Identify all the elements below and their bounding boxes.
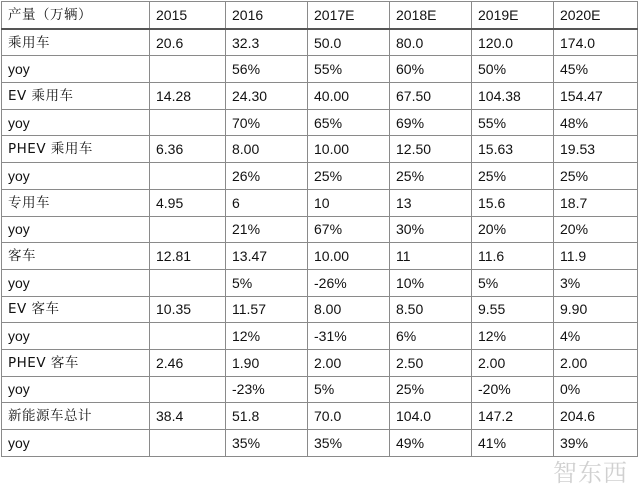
row-label-cell: 客车 bbox=[2, 243, 150, 270]
table-row-yoy bbox=[2, 323, 638, 350]
value-cell: 12.81 bbox=[150, 243, 226, 270]
value-cell: 10 bbox=[308, 189, 390, 216]
row-label-cell: EV 客车 bbox=[2, 296, 150, 323]
value-cell: -20% bbox=[472, 376, 554, 403]
table-row bbox=[2, 189, 638, 216]
value-cell: 20% bbox=[554, 216, 638, 243]
value-cell: 26% bbox=[226, 163, 308, 190]
value-cell: 67% bbox=[308, 216, 390, 243]
value-cell: 2.00 bbox=[472, 349, 554, 376]
value-cell: 12% bbox=[472, 323, 554, 350]
value-cell bbox=[150, 376, 226, 403]
value-cell bbox=[150, 430, 226, 457]
value-cell: 8.50 bbox=[390, 296, 472, 323]
value-cell: 104.38 bbox=[472, 83, 554, 110]
value-cell bbox=[150, 216, 226, 243]
value-cell: 35% bbox=[308, 430, 390, 457]
value-cell bbox=[150, 269, 226, 296]
value-cell: 18.7 bbox=[554, 189, 638, 216]
value-cell: 10.35 bbox=[150, 296, 226, 323]
value-cell: 20.6 bbox=[150, 29, 226, 56]
table-header-row bbox=[2, 2, 638, 29]
value-cell: 25% bbox=[554, 163, 638, 190]
table-row bbox=[2, 296, 638, 323]
value-cell: 14.28 bbox=[150, 83, 226, 110]
value-cell: 4.95 bbox=[150, 189, 226, 216]
value-cell: -26% bbox=[308, 269, 390, 296]
value-cell: 11.9 bbox=[554, 243, 638, 270]
value-cell: 55% bbox=[472, 109, 554, 136]
value-cell: 11 bbox=[390, 243, 472, 270]
value-cell: 24.30 bbox=[226, 83, 308, 110]
value-cell: 2.46 bbox=[150, 349, 226, 376]
row-label-cell: yoy bbox=[2, 430, 150, 457]
value-cell: 40.00 bbox=[308, 83, 390, 110]
row-label-cell: 乘用车 bbox=[2, 29, 150, 56]
value-cell: 174.0 bbox=[554, 29, 638, 56]
value-cell: 2.00 bbox=[308, 349, 390, 376]
value-cell: 5% bbox=[226, 269, 308, 296]
value-cell: 45% bbox=[554, 56, 638, 83]
header-cell-year: 2017E bbox=[308, 2, 390, 29]
value-cell: 35% bbox=[226, 430, 308, 457]
value-cell: 204.6 bbox=[554, 403, 638, 430]
header-cell-year: 2020E bbox=[554, 2, 638, 29]
value-cell: 30% bbox=[390, 216, 472, 243]
value-cell: 2.00 bbox=[554, 349, 638, 376]
value-cell: 5% bbox=[308, 376, 390, 403]
value-cell: 8.00 bbox=[308, 296, 390, 323]
row-label-cell: EV 乘用车 bbox=[2, 83, 150, 110]
value-cell: 104.0 bbox=[390, 403, 472, 430]
value-cell: 48% bbox=[554, 109, 638, 136]
row-label-cell: yoy bbox=[2, 269, 150, 296]
header-cell-year: 2015 bbox=[150, 2, 226, 29]
header-cell-year: 2016 bbox=[226, 2, 308, 29]
value-cell: 15.63 bbox=[472, 136, 554, 163]
value-cell: 10% bbox=[390, 269, 472, 296]
value-cell: 39% bbox=[554, 430, 638, 457]
value-cell: 11.57 bbox=[226, 296, 308, 323]
table-row-yoy bbox=[2, 163, 638, 190]
table-row bbox=[2, 136, 638, 163]
table-row bbox=[2, 349, 638, 376]
value-cell: 2.50 bbox=[390, 349, 472, 376]
value-cell: 5% bbox=[472, 269, 554, 296]
value-cell: 3% bbox=[554, 269, 638, 296]
table-row-yoy bbox=[2, 56, 638, 83]
value-cell: 70% bbox=[226, 109, 308, 136]
row-label-cell: 新能源车总计 bbox=[2, 403, 150, 430]
row-label-cell: yoy bbox=[2, 376, 150, 403]
value-cell: 41% bbox=[472, 430, 554, 457]
production-table-container bbox=[1, 1, 637, 457]
value-cell: 50% bbox=[472, 56, 554, 83]
value-cell: 51.8 bbox=[226, 403, 308, 430]
value-cell: 21% bbox=[226, 216, 308, 243]
header-cell-year: 2019E bbox=[472, 2, 554, 29]
table-row bbox=[2, 243, 638, 270]
value-cell: 11.6 bbox=[472, 243, 554, 270]
value-cell: 8.00 bbox=[226, 136, 308, 163]
value-cell: 32.3 bbox=[226, 29, 308, 56]
value-cell: 13 bbox=[390, 189, 472, 216]
value-cell: 6.36 bbox=[150, 136, 226, 163]
table-row-yoy bbox=[2, 109, 638, 136]
value-cell: 4% bbox=[554, 323, 638, 350]
value-cell: 10.00 bbox=[308, 243, 390, 270]
value-cell: 12.50 bbox=[390, 136, 472, 163]
value-cell: 56% bbox=[226, 56, 308, 83]
value-cell: 70.0 bbox=[308, 403, 390, 430]
row-label-cell: PHEV 乘用车 bbox=[2, 136, 150, 163]
value-cell: 67.50 bbox=[390, 83, 472, 110]
value-cell bbox=[150, 163, 226, 190]
production-forecast-table bbox=[1, 1, 638, 457]
value-cell: 154.47 bbox=[554, 83, 638, 110]
value-cell: 9.90 bbox=[554, 296, 638, 323]
row-label-cell: yoy bbox=[2, 109, 150, 136]
table-row bbox=[2, 403, 638, 430]
value-cell: 55% bbox=[308, 56, 390, 83]
value-cell: 12% bbox=[226, 323, 308, 350]
value-cell: 25% bbox=[308, 163, 390, 190]
row-label-cell: yoy bbox=[2, 323, 150, 350]
value-cell: 0% bbox=[554, 376, 638, 403]
value-cell: 25% bbox=[390, 376, 472, 403]
watermark-logo: 智东西 bbox=[553, 459, 628, 487]
table-row bbox=[2, 83, 638, 110]
row-label-cell: yoy bbox=[2, 56, 150, 83]
value-cell: 60% bbox=[390, 56, 472, 83]
value-cell: 20% bbox=[472, 216, 554, 243]
value-cell bbox=[150, 109, 226, 136]
value-cell: 69% bbox=[390, 109, 472, 136]
table-row-yoy bbox=[2, 376, 638, 403]
value-cell: -31% bbox=[308, 323, 390, 350]
value-cell: 19.53 bbox=[554, 136, 638, 163]
table-row-yoy bbox=[2, 430, 638, 457]
value-cell: 15.6 bbox=[472, 189, 554, 216]
row-label-cell: 专用车 bbox=[2, 189, 150, 216]
table-row bbox=[2, 29, 638, 56]
value-cell: 1.90 bbox=[226, 349, 308, 376]
header-cell-label: 产量（万辆） bbox=[2, 2, 150, 29]
value-cell: 6 bbox=[226, 189, 308, 216]
value-cell: 6% bbox=[390, 323, 472, 350]
value-cell: 25% bbox=[390, 163, 472, 190]
value-cell: 10.00 bbox=[308, 136, 390, 163]
value-cell: 80.0 bbox=[390, 29, 472, 56]
table-row-yoy bbox=[2, 216, 638, 243]
table-row-yoy bbox=[2, 269, 638, 296]
value-cell: 120.0 bbox=[472, 29, 554, 56]
value-cell: 49% bbox=[390, 430, 472, 457]
value-cell: 25% bbox=[472, 163, 554, 190]
value-cell: 9.55 bbox=[472, 296, 554, 323]
value-cell: 50.0 bbox=[308, 29, 390, 56]
value-cell: 65% bbox=[308, 109, 390, 136]
header-cell-year: 2018E bbox=[390, 2, 472, 29]
row-label-cell: yoy bbox=[2, 216, 150, 243]
value-cell: 13.47 bbox=[226, 243, 308, 270]
value-cell: 147.2 bbox=[472, 403, 554, 430]
value-cell bbox=[150, 323, 226, 350]
row-label-cell: yoy bbox=[2, 163, 150, 190]
value-cell bbox=[150, 56, 226, 83]
value-cell: -23% bbox=[226, 376, 308, 403]
row-label-cell: PHEV 客车 bbox=[2, 349, 150, 376]
value-cell: 38.4 bbox=[150, 403, 226, 430]
